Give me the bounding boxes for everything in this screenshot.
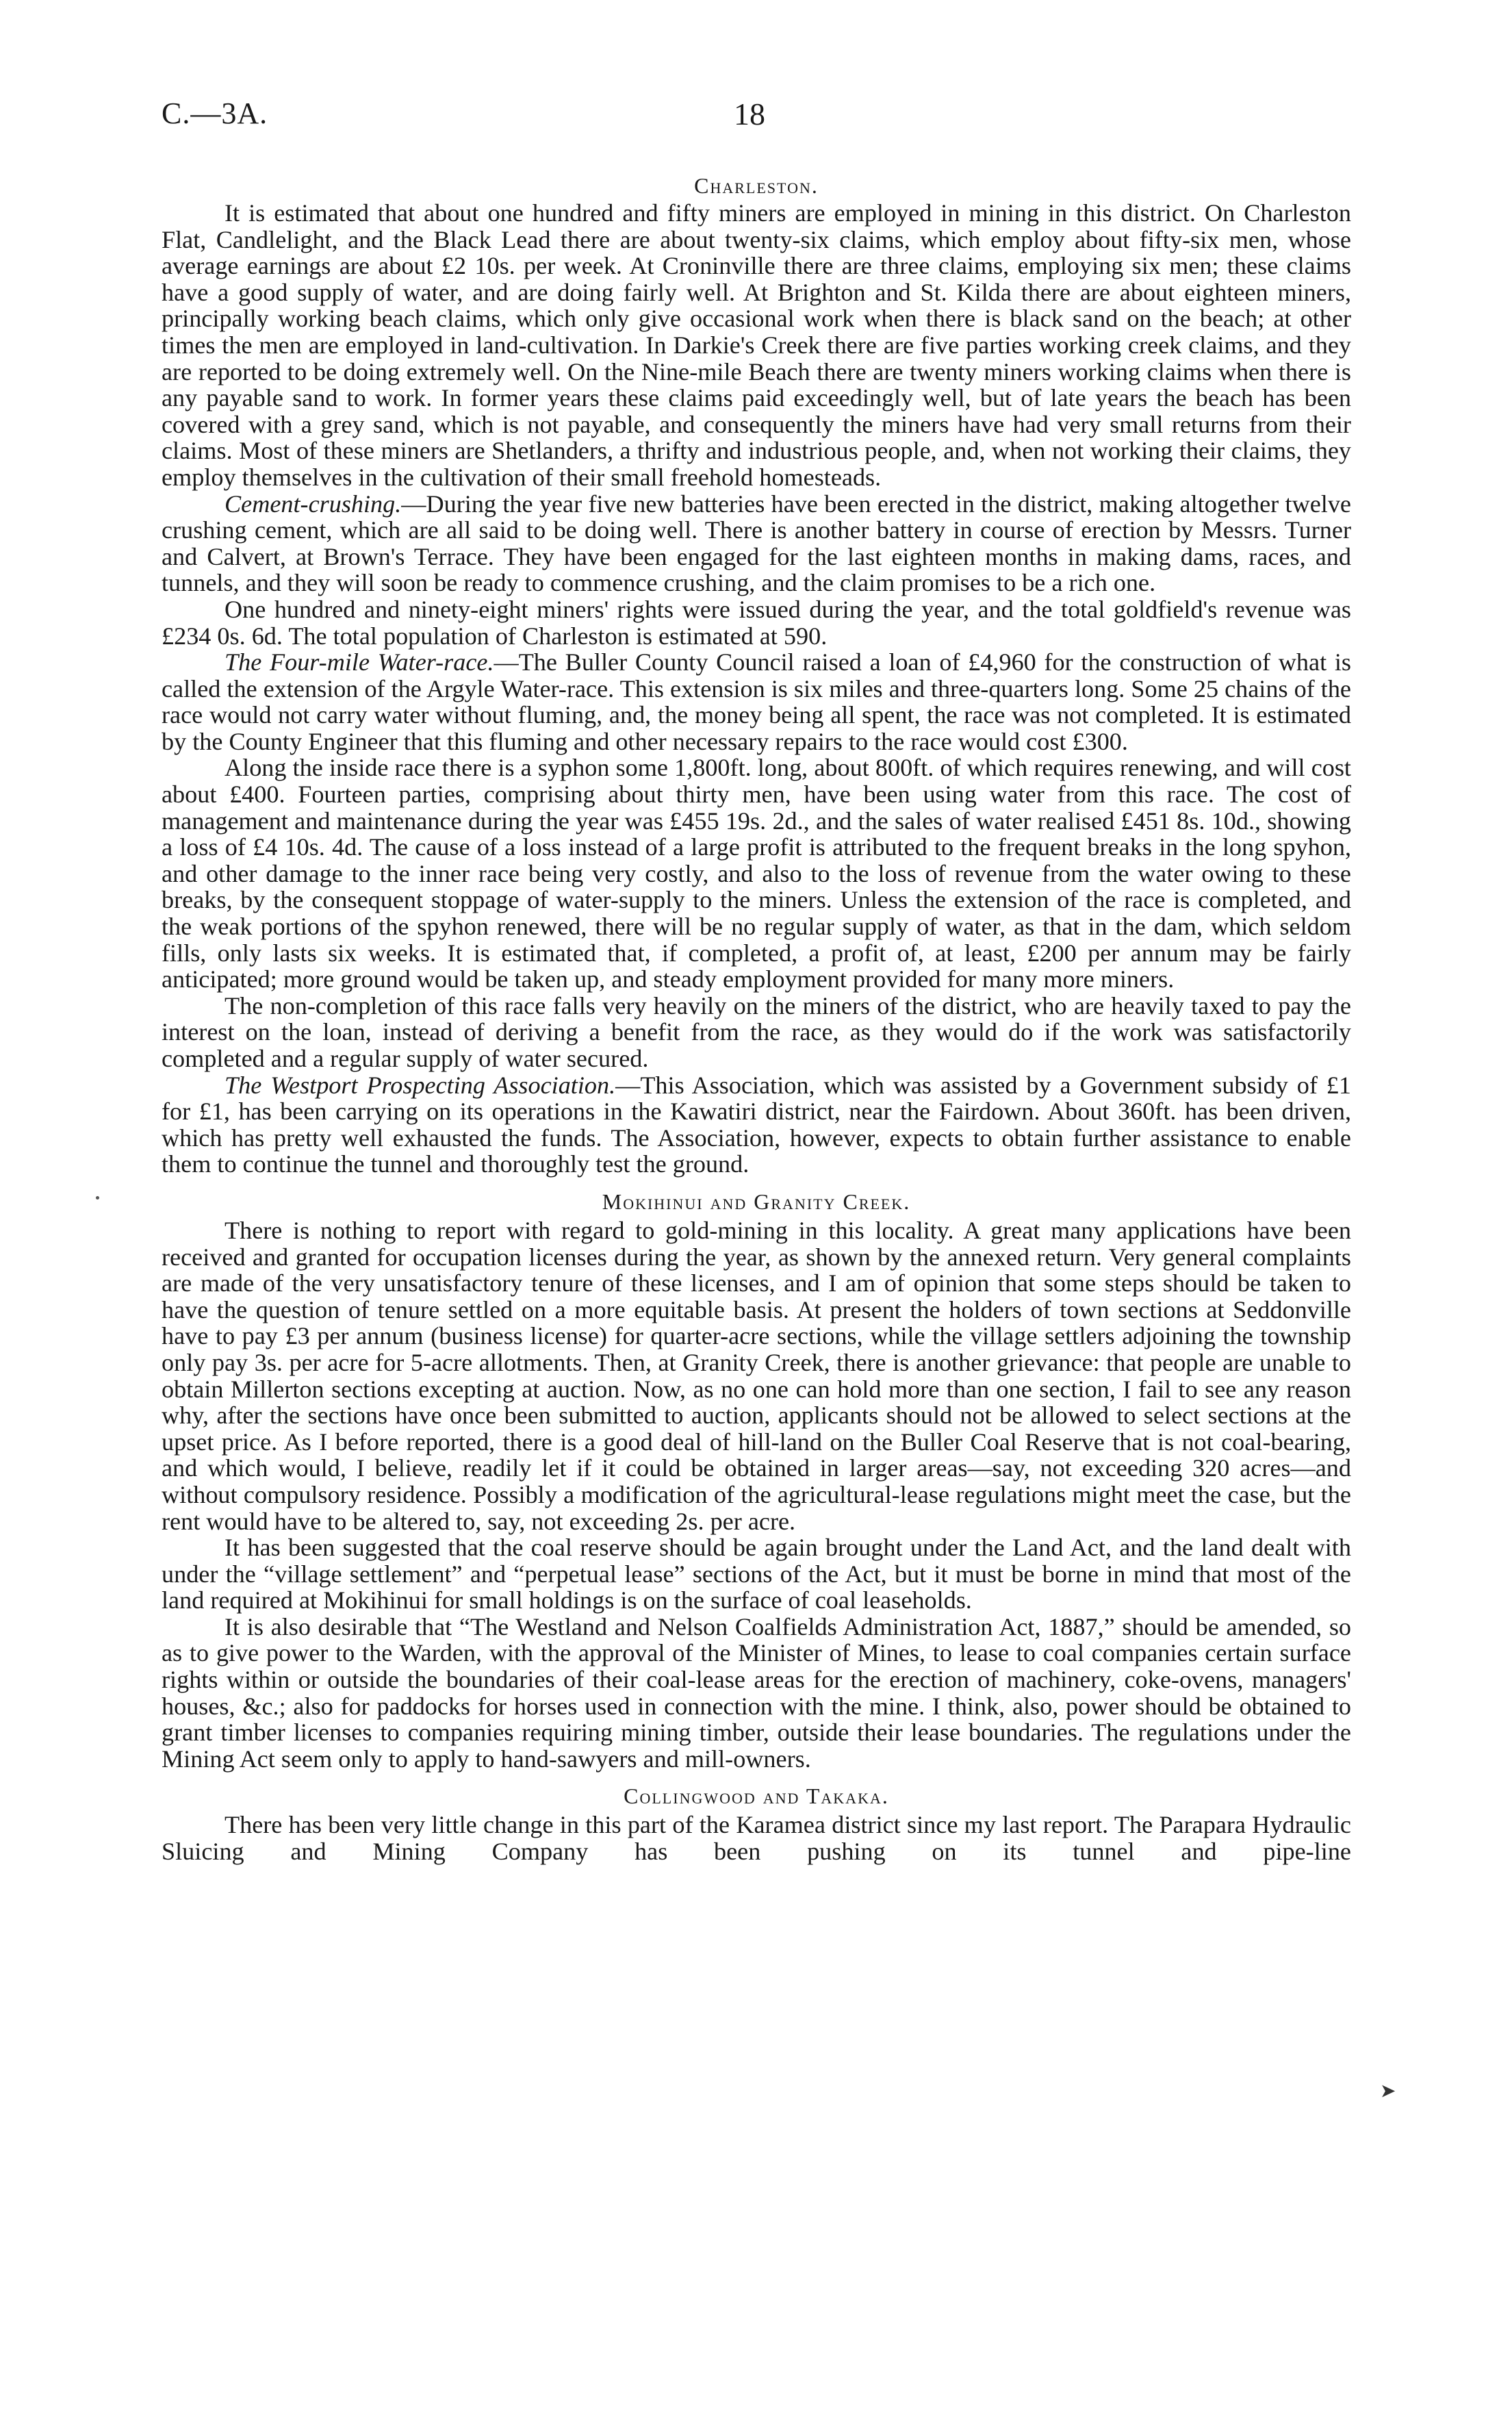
paragraph	[162, 1072, 1351, 1178]
paragraph	[162, 491, 1351, 596]
paragraph	[162, 200, 1351, 491]
paragraph-text: —The Buller County Council raised a loan of £4,960 for the construction of what is called the extension of the Argyle Water-race. This extension is six miles and three-quarters long. Some 25 chains of the race would not carry water without fluming, and, the money being all spent, the race was not completed. It is estimated by the County Engineer that this fluming and other necessary repairs to the race would cost £300.	[162, 648, 1351, 755]
paragraph-lead: The Four-mile Water-race.	[225, 648, 494, 676]
paragraph-text: There is nothing to report with regard to gold-mining in this locality. A great many applications have been received and granted for occupation licenses during the year, as shown by the annexed return. Very general complaints are made of the very unsatisfactory tenure of these licenses, and I am of opinion that some steps should be taken to have the question of tenure settled on a more equitable basis. At present the holders of town sections at Seddonville have to pay £3 per annum (business license) for quarter-acre sections, while the village settlers adjoining the township only pay 3s. per acre for 5-acre allotments. Then, at Granity Creek, there is another grievance: that people are unable to obtain Millerton sections excepting at auction. Now, as no one can hold more than one section, I fail to see any reason why, after the sections have once been submitted to auction, applicants should not be allowed to select sections at the upset price. As I before reported, there is a good deal of hill-land on the Buller Coal Reserve that is not coal-bearing, and which would, I believe, readily let if it could be obtained in larger areas—say, not exceeding 320 acres—and without compulsory residence. Possibly a modification of the agricultural-lease regulations might meet the case, but the rent would have to be altered to, say, not exceeding 2s. per acre.	[162, 1216, 1351, 1535]
paragraph-text: —This Association, which was assisted by a Government subsidy of £1 for £1, has been carrying on its operations in the Kawatiri district, near the Fairdown. About 360ft. has been driven, which has pretty well exhausted the funds. The Association, however, expects to obtain further assistance to enable them to continue the tunnel and thoroughly test the ground.	[162, 1071, 1351, 1178]
paragraph-lead: The Westport Prospecting Association.	[225, 1071, 616, 1099]
report-reference: C.—3A.	[162, 97, 268, 130]
paragraph-text: One hundred and ninety-eight miners' rights were issued during the year, and the total goldfield's revenue was £234 0s. 6d. The total population of Charleston is estimated at 590.	[162, 595, 1351, 650]
section-heading-charleston: Charleston.	[694, 173, 819, 198]
paragraph-text: There has been very little change in this part of the Karamea district since my last report. The Parapara Hydraulic Sluicing and Mining Company has been pushing on its tunnel and pipe-line	[162, 1811, 1351, 1866]
paragraph	[162, 993, 1351, 1072]
paragraph	[162, 596, 1351, 649]
page-number: 18	[734, 97, 765, 131]
paragraph	[162, 1217, 1351, 1534]
section-heading-mokihinui: Mokihinui and Granity Creek.	[602, 1189, 911, 1214]
paragraph-text: Along the inside race there is a syphon some 1,800ft. long, about 800ft. of which requires renewing, and will cost about £400. Fourteen parties, comprising about thirty men, have been using water from this race. The cost of management and maintenance during the year was £455 19s. 2d., and the sales of water realised £451 8s. 10d., showing a loss of £4 10s. 4d. The cause of a loss instead of a large profit is attributed to the frequent breaks in the long spyhon, and other damage to the inner race being very costly, and also to the loss of revenue from the water owing to these breaks, by the consequent stoppage of water-supply to the miners. Unless the extension of the race is completed, and the weak portions of the spyhon renewed, there will be no regular supply of water, as that in the dam, which seldom fills, only lasts six weeks. It is estimated that, if completed, a profit of, at least, £200 per annum may be fairly anticipated; more ground would be taken up, and steady employment provided for many more miners.	[162, 754, 1351, 993]
margin-dot	[96, 1196, 99, 1200]
paragraph-text: It is also desirable that “The Westland and Nelson Coalfields Administration Act, 1887,” should be amended, so as to give power to the Warden, with the approval of the Minister of Mines, to lease to coal companies certain surface rights within or outside the boundaries of their coal-lease areas for the erection of machinery, coke-ovens, managers' houses, &c.; also for paddocks for horses used in connection with the mine. I think, also, power should be obtained to grant timber licenses to companies requiring mining timber, outside their lease boundaries. The regulations under the Mining Act seem only to apply to hand-sawyers and mill-owners.	[162, 1612, 1351, 1773]
section-heading-collingwood: Collingwood and Takaka.	[624, 1784, 889, 1809]
paragraph	[162, 1614, 1351, 1773]
paragraph-text: —During the year five new batteries have been erected in the district, making altogether twelve crushing cement, which are all said to be doing well. There is another battery in course of erection by Messrs. Turner and Calvert, at Brown's Terrace. They have been engaged for the last eighteen months in making dams, races, and tunnels, and they will soon be ready to commence crushing, and the claim promises to be a rich one.	[162, 490, 1351, 597]
paragraph	[162, 1534, 1351, 1614]
report-body	[162, 171, 1351, 1865]
paragraph-text: It is estimated that about one hundred and fifty miners are employed in mining in this district. On Charleston Flat, Candlelight, and the Black Lead there are about twenty-six claims, which employ about fifty-six men, whose average earnings are about £2 10s. per week. At Croninville there are three claims, employing six men; these claims have a good supply of water, and are doing fairly well. At Brighton and St. Kilda there are about eighteen miners, principally working beach claims, which only give occasional work when there is black sand on the beach; at other times the men are employed in land-cultivation. In Darkie's Creek there are five parties working creek claims, and they are reported to be doing extremely well. On the Nine-mile Beach there are twenty miners working claims when there is any payable sand to work. In former years these claims paid exceedingly well, but of late years the beach has been covered with a grey sand, which is not payable, and consequently the miners have had very small returns from their claims. Most of these miners are Shetlanders, a thrifty and industrious people, and, when not working their claims, they employ themselves in the cultivation of their small freehold homesteads.	[162, 199, 1351, 491]
paragraph	[162, 1812, 1351, 1864]
paragraph-lead: Cement-crushing.	[225, 490, 402, 518]
margin-arrow-icon: ➤	[1380, 2079, 1396, 2102]
paragraph	[162, 755, 1351, 992]
paragraph-text: The non-completion of this race falls very heavily on the miners of the district, who are heavily taxed to pay the interest on the loan, instead of deriving a benefit from the race, as they would do if the work was satisfactorily completed and a regular supply of water secured.	[162, 991, 1351, 1072]
paragraph	[162, 649, 1351, 755]
paragraph-text: It has been suggested that the coal reserve should be again brought under the Land Act, and the land dealt with under the “village settlement” and “perpetual lease” sections of the Act, but it must be borne in mind that most of the land required at Mokihinui for small holdings is on the surface of coal leaseholds.	[162, 1534, 1351, 1614]
